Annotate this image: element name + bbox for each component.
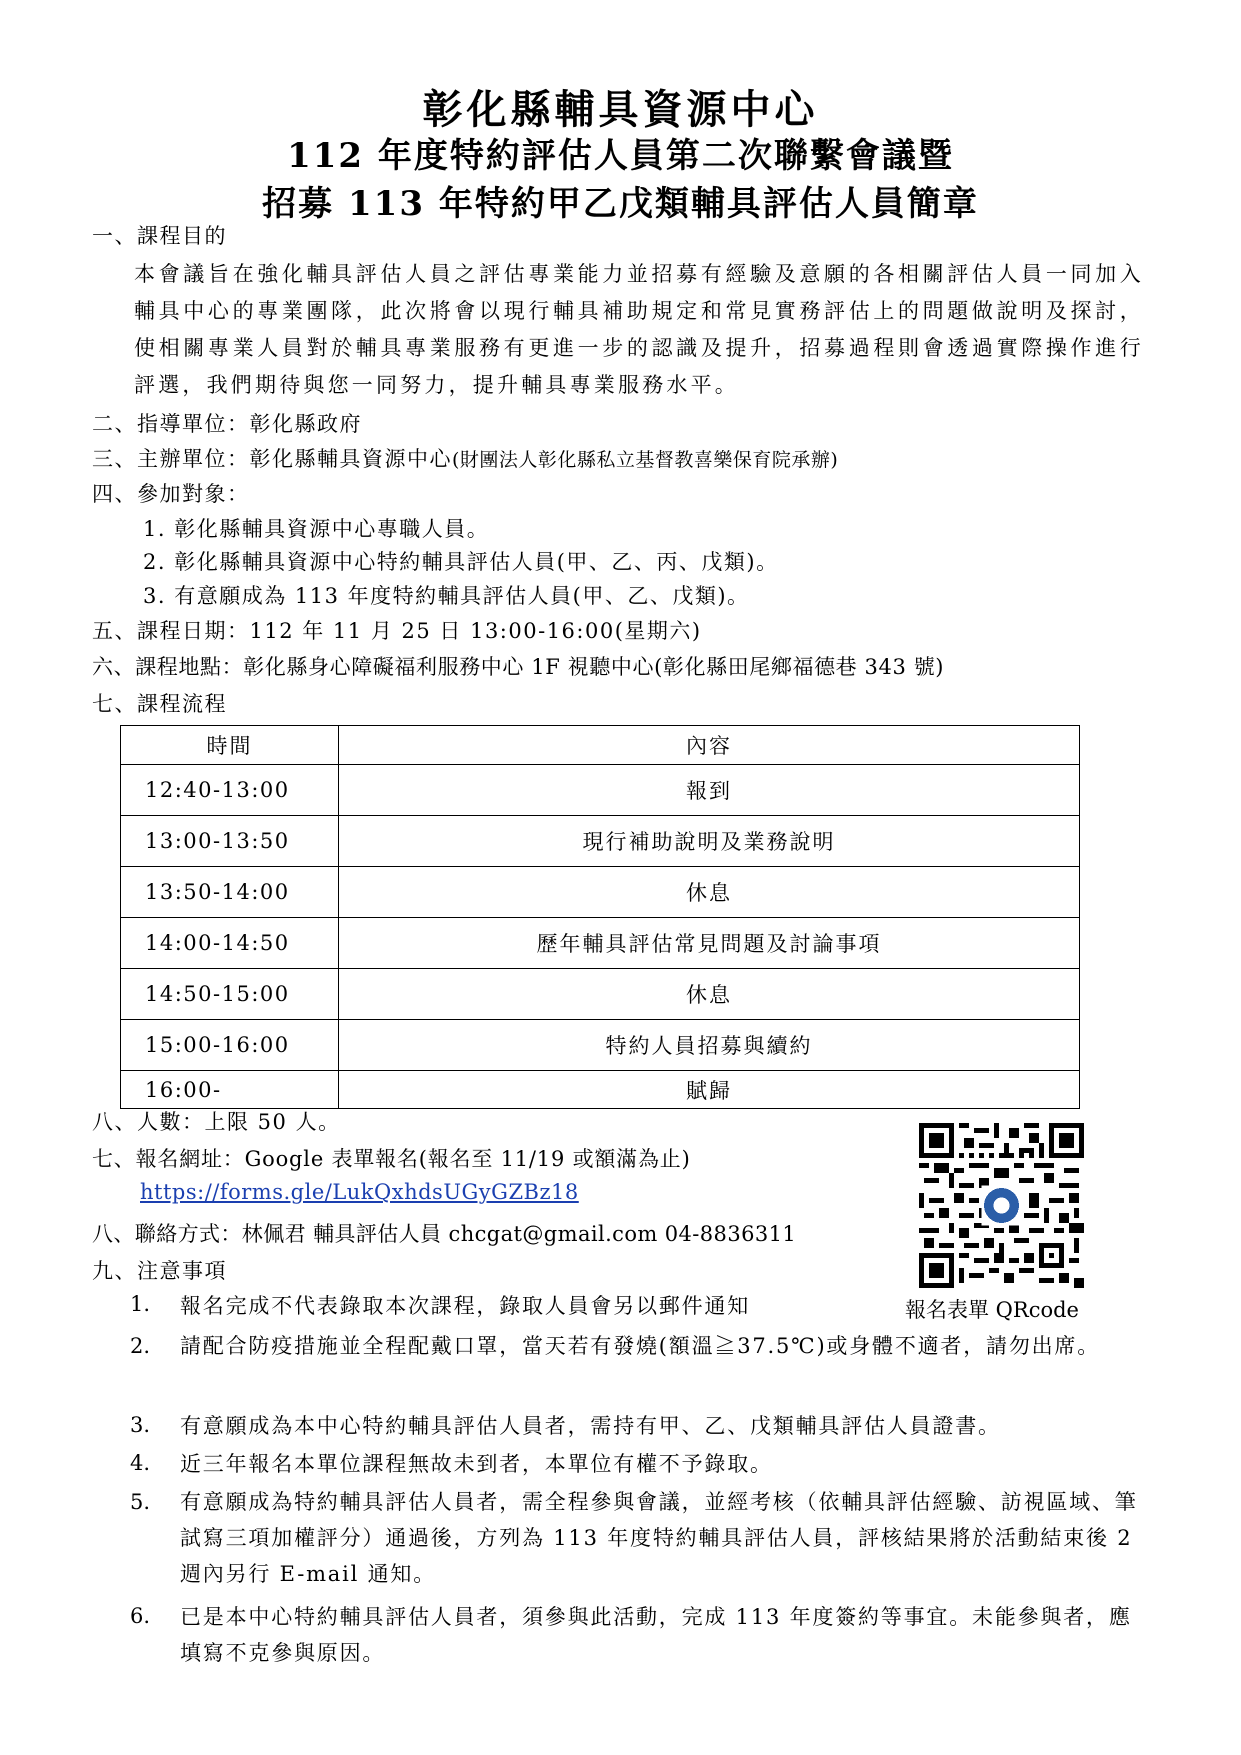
organizer-note: (財團法人彰化縣私立基督教喜樂保育院承辦) [452,449,839,471]
organizer-main: 三、主辦單位：彰化縣輔具資源中心 [92,447,452,471]
note-text: 有意願成為本中心特約輔具評估人員者，需持有甲、乙、戊類輔具評估人員證書。 [180,1414,1001,1438]
row-time: 14:50-15:00 [121,969,339,1020]
participant-item: 3. 有意願成為 113 年度特約輔具評估人員(甲、乙、戊類)。 [143,584,750,608]
organizer-unit [92,443,838,473]
row-content: 賦歸 [339,1071,1080,1109]
participants-heading: 四、參加對象： [92,482,250,506]
table-row [121,918,1080,969]
course-location: 六、課程地點：彰化縣身心障礙福利服務中心 1F 視聽中心(彰化縣田尾鄉福德巷 343 號) [92,655,945,679]
course-date: 五、課程日期：112 年 11 月 25 日 13:00-16:00(星期六) [92,619,702,643]
note-text: 有意願成為特約輔具評估人員者，需全程參與會議，並經考核（依輔具評估經驗、訪視區域、筆試寫三項加權評分）通過後，方列為 113 年度特約輔具評估人員，評核結果將於活動結束後 2 週內另行 E-mail 通知。 [180,1490,1138,1586]
row-content: 休息 [339,969,1080,1020]
table-header-row [121,726,1080,765]
note-number: 6. [130,1604,151,1628]
note-text: 報名完成不代表錄取本次課程，錄取人員會另以郵件通知 [180,1294,750,1318]
registration-info: 七、報名網址：Google 表單報名(報名至 11/19 或額滿為止) [92,1147,691,1171]
row-content: 報到 [339,765,1080,816]
note-number: 2. [130,1334,151,1358]
note-text: 近三年報名本單位課程無故未到者，本單位有權不予錄取。 [180,1452,773,1476]
note-text: 已是本中心特約輔具評估人員者，須參與此活動，完成 113 年度簽約等事宜。未能參與者，應填寫不克參與原因。 [180,1605,1132,1665]
row-time: 16:00- [121,1071,339,1109]
notes-heading: 九、注意事項 [92,1259,227,1283]
contact-info: 八、聯絡方式：林佩君 輔具評估人員 chcgat@gmail.com 04-8836311 [92,1222,797,1246]
note-text: 請配合防疫措施並全程配戴口罩，當天若有發燒(額溫≧37.5℃)或身體不適者，請勿出席。 [180,1334,1101,1358]
title-organization: 彰化縣輔具資源中心 [422,86,819,133]
note-number: 5. [130,1490,151,1514]
table-row [121,1071,1080,1109]
table-row [121,1020,1080,1071]
participant-item: 1. 彰化縣輔具資源中心專職人員。 [143,517,490,541]
table-row [121,765,1080,816]
guide-unit: 二、指導單位：彰化縣政府 [92,412,362,436]
participant-item: 2. 彰化縣輔具資源中心特約輔具評估人員(甲、乙、丙、戊類)。 [143,550,779,574]
purpose-heading: 一、課程目的 [92,224,227,248]
table-row [121,816,1080,867]
header-content: 內容 [339,726,1080,765]
row-content: 現行補助說明及業務說明 [339,816,1080,867]
header-time: 時間 [121,726,339,765]
purpose-paragraph: 本會議旨在強化輔具評估人員之評估專業能力並招募有經驗及意願的各相關評估人員一同加入輔具中心的專業團隊，此次將會以現行輔具補助規定和常見實務評估上的問題做說明及探討，使相關專業人員對於輔具專業服務有更進一步的認識及提升，招募過程則會透過實際操作進行評選，我們期待與您一同努力，提升輔具專業服務水平。 [134,262,1144,397]
title-meeting: 112 年度特約評估人員第二次聯繫會議暨 [287,136,954,176]
row-time: 15:00-16:00 [121,1020,339,1071]
registration-qr-code-icon[interactable] [919,1123,1084,1288]
qr-caption: 報名表單 QRcode [905,1298,1079,1322]
registration-link[interactable]: https://forms.gle/LukQxhdsUGyGZBz18 [140,1180,579,1204]
table-row [121,867,1080,918]
capacity: 八、人數：上限 50 人。 [92,1110,341,1134]
row-content: 休息 [339,867,1080,918]
note-number: 4. [130,1451,151,1475]
schedule-heading: 七、課程流程 [92,692,227,716]
row-time: 12:40-13:00 [121,765,339,816]
row-content: 特約人員招募與續約 [339,1020,1080,1071]
schedule-table [120,725,1080,1109]
row-time: 14:00-14:50 [121,918,339,969]
note-number: 3. [130,1413,151,1437]
table-row [121,969,1080,1020]
title-recruitment: 招募 113 年特約甲乙戊類輔具評估人員簡章 [262,184,979,224]
note-number: 1. [130,1292,151,1316]
row-time: 13:50-14:00 [121,867,339,918]
row-content: 歷年輔具評估常見問題及討論事項 [339,918,1080,969]
row-time: 13:00-13:50 [121,816,339,867]
